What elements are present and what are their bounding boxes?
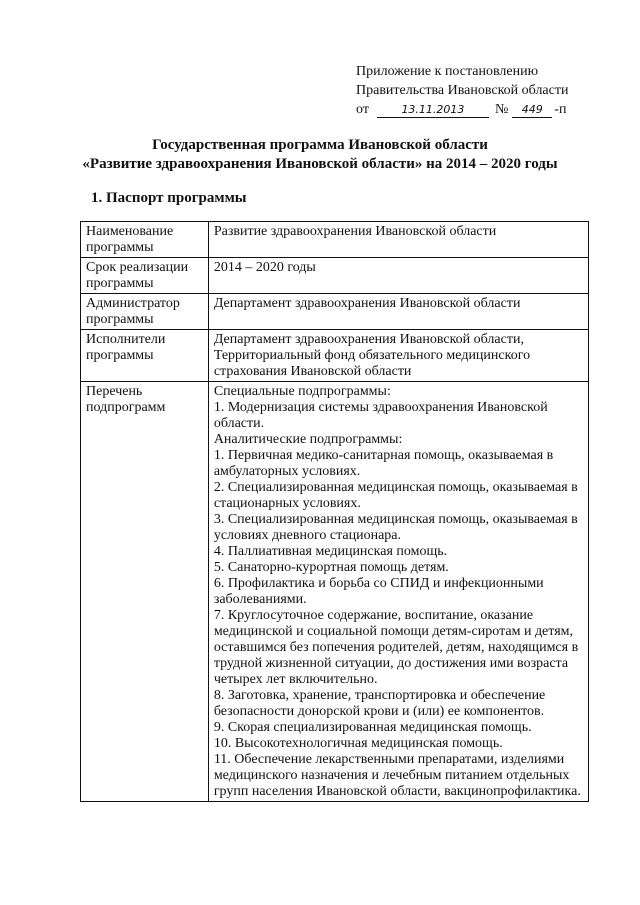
passport-row [81, 258, 589, 294]
passport-value-line: 1. Модернизация системы здравоохранения Ивановской области. [213, 400, 548, 431]
passport-row-label: Срок реализации программы [81, 258, 209, 294]
passport-value-line: Аналитические подпрограммы: [213, 432, 403, 447]
decree-number: 449 [512, 103, 552, 118]
passport-value-line: Департамент здравоохранения Ивановской области, Территориальный фонд обязательного медицинского страхования Ивановской области [213, 332, 531, 379]
passport-value-line: 3. Специализированная медицинская помощь, оказываемая в условиях дневного стационара. [213, 512, 578, 543]
passport-row-label: Перечень подпрограмм [81, 382, 209, 802]
passport-row-value [208, 330, 588, 382]
passport-value-line: 11. Обеспечение лекарственными препаратами, изделиями медицинского назначения и лечебным питанием отдельных групп населения Ивановской области, вакцинопрофилактика. [213, 752, 581, 799]
passport-row [81, 330, 589, 382]
decree-date: 13.11.2013 [377, 103, 489, 118]
passport-value-line: 2014 – 2020 годы [213, 260, 316, 275]
program-title [0, 136, 640, 174]
passport-row [81, 382, 589, 802]
passport-row-value [208, 222, 588, 258]
passport-row-value [208, 382, 588, 802]
passport-value-line: 6. Профилактика и борьба со СПИД и инфекционными заболеваниями. [213, 576, 544, 607]
annex-line-1: Приложение к постановлению [356, 64, 539, 79]
section-heading: 1. Паспорт программы [91, 190, 247, 206]
passport-value-line: Департамент здравоохранения Ивановской области [213, 296, 521, 311]
number-suffix: -п [554, 102, 567, 117]
passport-value-line: 2. Специализированная медицинская помощь, оказываемая в стационарных условиях. [213, 480, 578, 511]
passport-value-line: 7. Круглосуточное содержание, воспитание, оказание медицинской и социальной помощи детям-сиротам и детям, оставшимся без попечения родителей, детям, находящимся в трудной жизненной ситуации, до достижения ими возраста четырех лет включительно. [213, 608, 579, 687]
annex-line-2: Правительства Ивановской области [356, 83, 569, 98]
annex-header [356, 62, 588, 119]
passport-row [81, 222, 589, 258]
passport-table [80, 221, 589, 802]
passport-value-line: 10. Высокотехнологичная медицинская помощь. [213, 736, 503, 751]
passport-value-line: Специальные подпрограммы: [213, 384, 391, 399]
passport-value-line: Развитие здравоохранения Ивановской области [213, 224, 497, 239]
from-label: от [356, 102, 369, 117]
passport-row-value [208, 294, 588, 330]
passport-row-value [208, 258, 588, 294]
program-title-line-1: Государственная программа Ивановской области [152, 137, 488, 153]
passport-row-label: Наименование программы [81, 222, 209, 258]
passport-value-line: 4. Паллиативная медицинская помощь. [213, 544, 448, 559]
passport-row-label: Администратор программы [81, 294, 209, 330]
passport-row-label: Исполнители программы [81, 330, 209, 382]
passport-value-line: 5. Санаторно-курортная помощь детям. [213, 560, 449, 575]
program-title-line-2: «Развитие здравоохранения Ивановской области» на 2014 – 2020 годы [82, 156, 558, 172]
passport-value-line: 1. Первичная медико-санитарная помощь, оказываемая в амбулаторных условиях. [213, 448, 554, 479]
passport-value-line: 8. Заготовка, хранение, транспортировка и обеспечение безопасности донорской крови и (или) ее компонентов. [213, 688, 546, 719]
number-label: № [494, 102, 509, 117]
annex-date-number-line [356, 100, 588, 119]
passport-value-line: 9. Скорая специализированная медицинская помощь. [213, 720, 532, 735]
passport-row [81, 294, 589, 330]
